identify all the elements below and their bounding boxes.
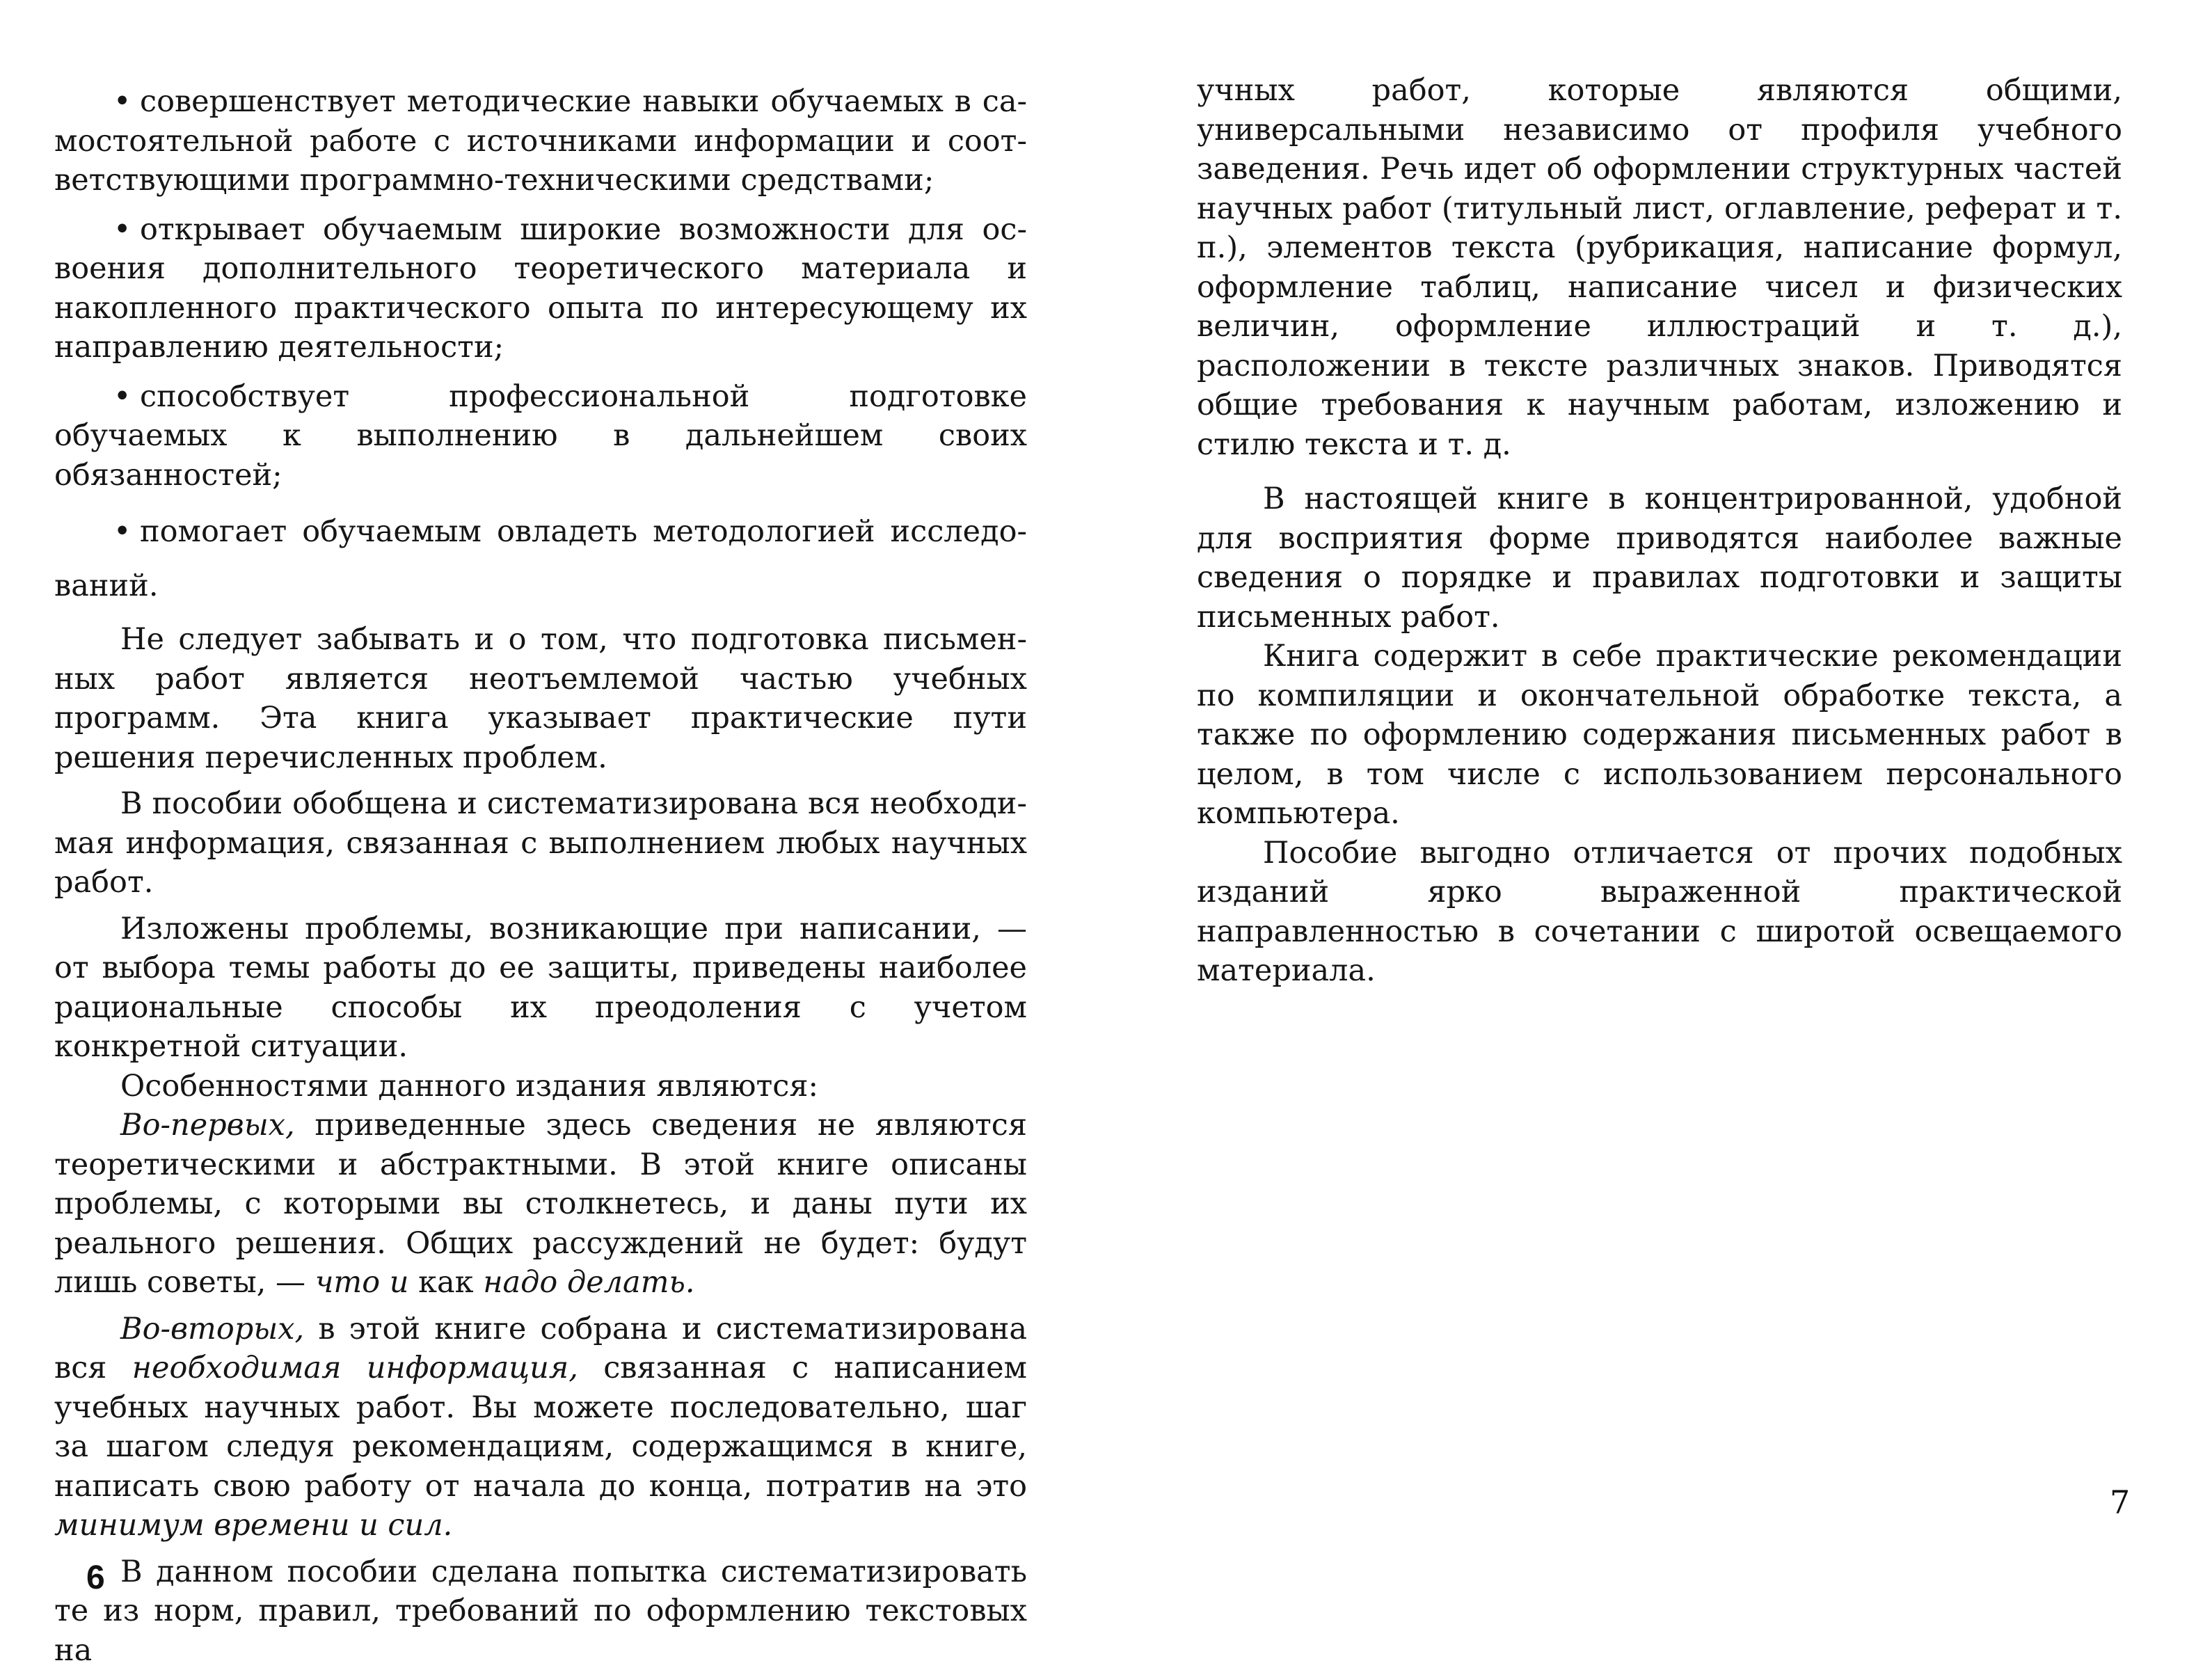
paragraph-continuation: учных работ, которые являются общими, универсальными независимо от профиля учебного заведения. Речь идет об оформлении структурных частей научных работ (титульный лист, оглавление, реферат и т. п.), элементов текста (рубрикация, написание формул, оформление таблиц, написание чисел и физических величин, оформление иллюстраций и т. д.), расположении в тексте различных знаков. Приводятся общие требования к научным работам, изложению и стилю текста и т. д. [1197,71,2122,464]
right-text-column [1197,71,2122,991]
bullet-item: • способствует профессиональной подготовке обучаемых к выполнению в дальнейшем своих обязанностей; [54,377,1027,495]
left-page [0,0,1106,1612]
bullet-item: • помогает обучаемым овладеть методологией исследований. [54,504,1027,613]
page-number: 6 [86,1559,105,1597]
paragraph: Особенностями данного издания являются: [54,1067,1027,1106]
paragraph-second-point: Во-вторых, в этой книге собрана и систематизирована вся необходимая информация, связанная с написанием учебных научных работ. Вы можете последовательно, шаг за шагом следуя рекомендациям, содержащимся в книге, написать свою работу от начала до конца, потратив на это минимум времени и сил. [54,1310,1027,1545]
page-number: 7 [2110,1484,2130,1521]
bullet-icon: • [113,504,140,559]
right-page [1106,0,2212,1612]
bullet-icon: • [113,210,140,250]
bullet-icon: • [113,82,140,122]
left-text-column [54,82,1027,1670]
paragraph: Пособие выгодно отличается от прочих подобных изданий ярко выраженной практической направленностью в сочетании с широтой освещаемого материала. [1197,834,2122,991]
paragraph: Изложены проблемы, возникающие при написании, — от выбора темы работы до ее защиты, приведены наиболее рациональные способы их преодоления с учетом конкретной ситуации. [54,909,1027,1067]
paragraph: В данном пособии сделана попытка систематизировать те из норм, правил, требований по оформлению текстовых на [54,1552,1027,1670]
bullet-item: • открывает обучаемым широкие возможности для освоения дополнительного теоретического материала и накопленного практического опыта по интересующему их направлению деятельности; [54,210,1027,367]
bullet-icon: • [113,377,140,417]
paragraph-first-point: Во-первых, приведенные здесь сведения не являются теоретическими и абстрактными. В этой книге описаны проблемы, с которыми вы столкнетесь, и даны пути их реального решения. Общих рассуждений не будет: будут лишь советы, — что и как надо делать. [54,1106,1027,1303]
paragraph: В пособии обобщена и систематизирована вся необходимая информация, связанная с выполнением любых научных работ. [54,784,1027,902]
paragraph: Книга содержит в себе практические рекомендации по компиляции и окончательной обработке текста, а также по оформлению содержания письменных работ в целом, в том числе с использованием персонального компьютера. [1197,637,2122,834]
paragraph: В настоящей книге в концентрированной, удобной для восприятия форме приводятся наиболее важные сведения о порядке и правилах подготовки и защиты письменных работ. [1197,479,2122,637]
bullet-item: • совершенствует методические навыки обучаемых в самостоятельной работе с источниками информации и соответствующими программно-техническими средствами; [54,82,1027,200]
paragraph: Не следует забывать и о том, что подготовка письменных работ является неотъемлемой частью учебных программ. Эта книга указывает практические пути решения перечисленных проблем. [54,620,1027,777]
